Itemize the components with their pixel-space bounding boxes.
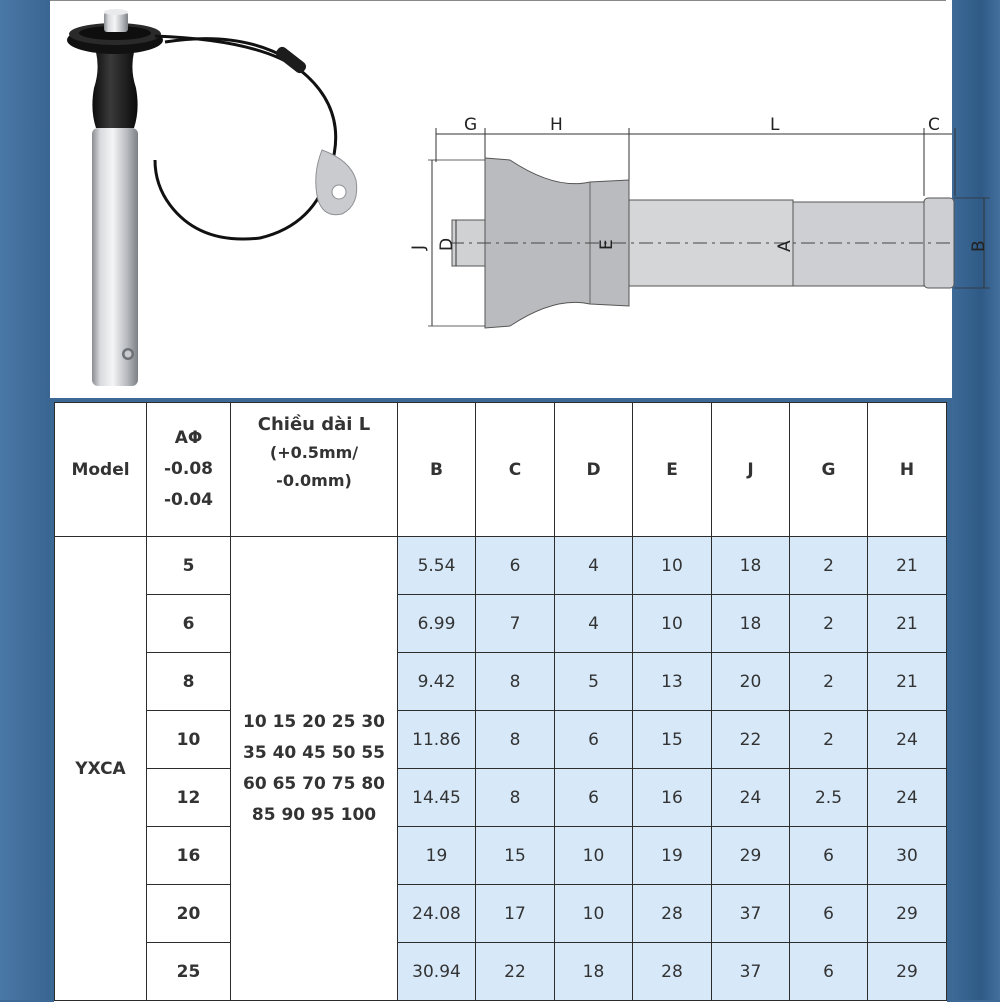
value-cell-b: 6.99 <box>398 595 476 653</box>
value-cell-e: 13 <box>633 653 712 711</box>
value-cell-d: 10 <box>555 827 633 885</box>
value-cell-c: 8 <box>476 653 555 711</box>
value-cell-j: 20 <box>712 653 790 711</box>
right-border <box>952 0 1000 1000</box>
value-cell-c: 7 <box>476 595 555 653</box>
table-row <box>55 711 947 769</box>
value-cell-b: 24.08 <box>398 885 476 943</box>
table-row <box>55 595 947 653</box>
header-h: H <box>868 403 947 537</box>
header-model: Model <box>55 403 147 537</box>
table-row <box>55 537 947 595</box>
value-cell-e: 16 <box>633 769 712 827</box>
value-cell-g: 2 <box>790 711 868 769</box>
value-cell-g: 6 <box>790 885 868 943</box>
value-cell-e: 19 <box>633 827 712 885</box>
header-j: J <box>712 403 790 537</box>
value-cell-g: 6 <box>790 827 868 885</box>
table-row <box>55 769 947 827</box>
table-row <box>55 885 947 943</box>
value-cell-e: 10 <box>633 595 712 653</box>
value-cell-e: 28 <box>633 943 712 1001</box>
value-cell-c: 8 <box>476 769 555 827</box>
value-cell-c: 8 <box>476 711 555 769</box>
value-cell-j: 22 <box>712 711 790 769</box>
length-values-line: 85 90 95 100 <box>251 804 377 825</box>
value-cell-h: 24 <box>868 711 947 769</box>
left-border <box>0 0 50 1000</box>
value-cell-b: 19 <box>398 827 476 885</box>
product-figure-panel <box>50 0 989 398</box>
length-values-line: 35 40 45 50 55 <box>243 742 385 763</box>
a-diameter-cell: 8 <box>147 653 231 711</box>
dim-label-d: D <box>437 237 457 251</box>
header-b: B <box>398 403 476 537</box>
value-cell-j: 37 <box>712 943 790 1001</box>
value-cell-h: 24 <box>868 769 947 827</box>
value-cell-g: 2.5 <box>790 769 868 827</box>
a-diameter-cell: 20 <box>147 885 231 943</box>
value-cell-h: 30 <box>868 827 947 885</box>
value-cell-c: 15 <box>476 827 555 885</box>
value-cell-e: 10 <box>633 537 712 595</box>
length-values-line: 60 65 70 75 80 <box>243 773 385 794</box>
value-cell-d: 6 <box>555 769 633 827</box>
value-cell-b: 5.54 <box>398 537 476 595</box>
value-cell-h: 21 <box>868 653 947 711</box>
value-cell-d: 5 <box>555 653 633 711</box>
dimension-drawing <box>380 100 989 340</box>
header-a-line: -0.04 <box>164 490 213 510</box>
value-cell-d: 10 <box>555 885 633 943</box>
table-header-row <box>55 403 947 537</box>
value-cell-d: 4 <box>555 537 633 595</box>
value-cell-g: 2 <box>790 653 868 711</box>
header-a-line: AΦ <box>174 428 203 448</box>
dim-label-g: G <box>464 115 478 135</box>
table-row <box>55 827 947 885</box>
value-cell-d: 4 <box>555 595 633 653</box>
a-diameter-cell: 25 <box>147 943 231 1001</box>
value-cell-j: 24 <box>712 769 790 827</box>
value-cell-h: 21 <box>868 595 947 653</box>
value-cell-g: 2 <box>790 537 868 595</box>
value-cell-j: 29 <box>712 827 790 885</box>
value-cell-b: 30.94 <box>398 943 476 1001</box>
value-cell-d: 18 <box>555 943 633 1001</box>
a-diameter-cell: 12 <box>147 769 231 827</box>
header-length-line: (+0.5mm/ <box>269 443 359 462</box>
value-cell-g: 2 <box>790 595 868 653</box>
ball-lock-pin-photo <box>60 0 400 398</box>
value-cell-b: 14.45 <box>398 769 476 827</box>
value-cell-h: 21 <box>868 537 947 595</box>
value-cell-h: 29 <box>868 885 947 943</box>
header-e: E <box>633 403 712 537</box>
value-cell-c: 22 <box>476 943 555 1001</box>
dim-label-e: E <box>597 239 617 250</box>
length-values-cell <box>231 537 398 1001</box>
header-c: C <box>476 403 555 537</box>
value-cell-j: 18 <box>712 537 790 595</box>
dim-label-h: H <box>550 115 563 135</box>
value-cell-j: 37 <box>712 885 790 943</box>
header-a-diameter <box>147 403 231 537</box>
value-cell-e: 28 <box>633 885 712 943</box>
spec-table-panel <box>54 402 947 1002</box>
dim-label-l: L <box>770 115 780 135</box>
a-diameter-cell: 10 <box>147 711 231 769</box>
header-length <box>231 403 398 537</box>
length-values-line: 10 15 20 25 30 <box>243 711 385 732</box>
table-row <box>55 653 947 711</box>
model-cell: YXCA <box>55 537 147 1001</box>
value-cell-d: 6 <box>555 711 633 769</box>
header-length-line: -0.0mm) <box>276 471 352 490</box>
table-row <box>55 943 947 1001</box>
header-length-line: Chiều dài L <box>257 414 371 435</box>
dim-label-j: J <box>409 244 429 250</box>
value-cell-h: 29 <box>868 943 947 1001</box>
a-diameter-cell: 6 <box>147 595 231 653</box>
spec-table <box>54 402 947 1001</box>
value-cell-g: 6 <box>790 943 868 1001</box>
value-cell-b: 9.42 <box>398 653 476 711</box>
header-a-line: -0.08 <box>164 459 213 479</box>
value-cell-e: 15 <box>633 711 712 769</box>
a-diameter-cell: 16 <box>147 827 231 885</box>
a-diameter-cell: 5 <box>147 537 231 595</box>
value-cell-c: 6 <box>476 537 555 595</box>
header-g: G <box>790 403 868 537</box>
dim-label-a: A <box>775 240 795 252</box>
value-cell-j: 18 <box>712 595 790 653</box>
dim-label-c: C <box>928 115 940 135</box>
value-cell-c: 17 <box>476 885 555 943</box>
header-d: D <box>555 403 633 537</box>
dim-label-b: B <box>969 240 989 252</box>
value-cell-b: 11.86 <box>398 711 476 769</box>
